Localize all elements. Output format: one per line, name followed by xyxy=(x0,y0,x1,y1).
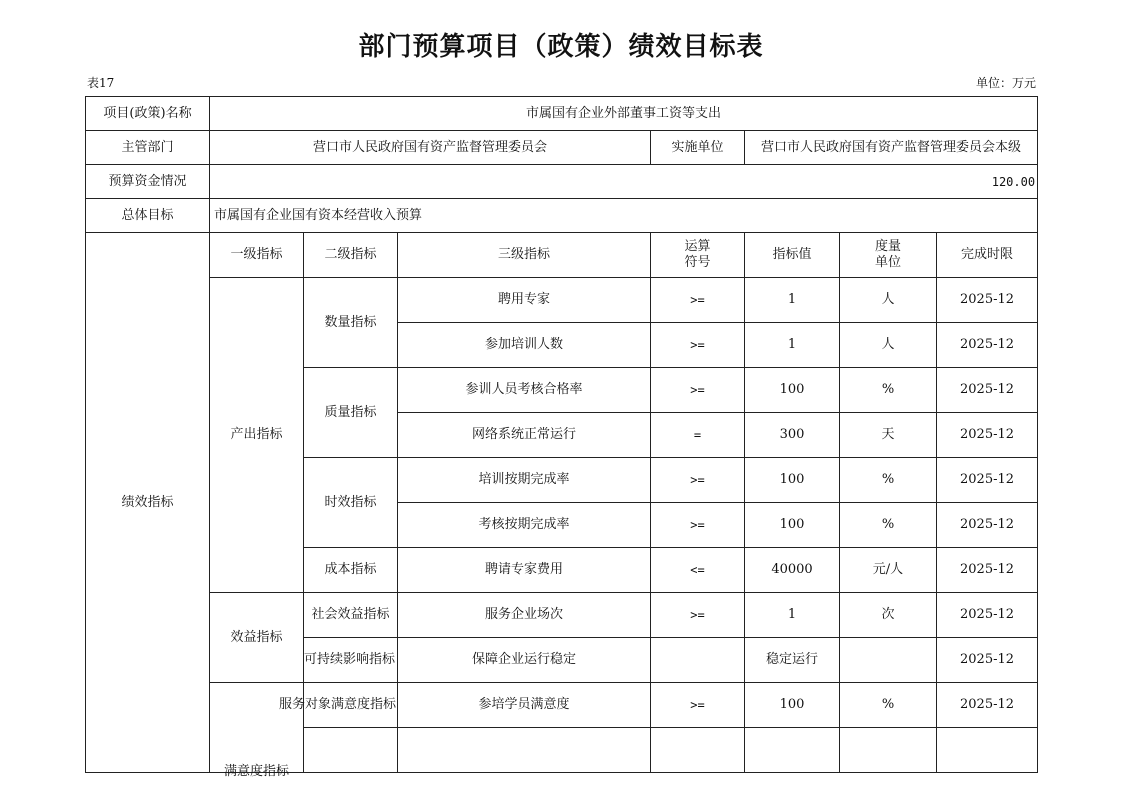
indicator-value: 100 xyxy=(745,683,840,728)
empty-cell xyxy=(304,728,398,773)
indicator-unit: % xyxy=(840,503,937,548)
indicator-operator: = xyxy=(651,413,745,458)
empty-cell xyxy=(937,728,1038,773)
level2-social: 社会效益指标 xyxy=(304,593,398,638)
table-row xyxy=(86,683,1038,728)
budget-row xyxy=(86,165,1038,199)
header-row xyxy=(86,233,1038,278)
implementer-value: 营口市人民政府国有资产监督管理委员会本级 xyxy=(745,131,1038,165)
table-number: 表17 xyxy=(87,76,115,90)
indicator-deadline: 2025-12 xyxy=(937,593,1038,638)
budget-label: 预算资金情况 xyxy=(86,165,210,199)
indicator-operator: >= xyxy=(651,503,745,548)
goal-label: 总体目标 xyxy=(86,199,210,233)
performance-table xyxy=(85,96,1038,779)
performance-table-container xyxy=(85,96,1037,779)
indicator-value: 1 xyxy=(745,593,840,638)
indicator-unit: % xyxy=(840,683,937,728)
project-row xyxy=(86,97,1038,131)
indicator-name: 聘用专家 xyxy=(398,278,651,323)
level2-timeliness: 时效指标 xyxy=(304,458,398,548)
table-row xyxy=(86,593,1038,638)
indicator-operator: >= xyxy=(651,368,745,413)
performance-indicator-label: 绩效指标 xyxy=(86,233,210,773)
project-value: 市属国有企业外部董事工资等支出 xyxy=(210,97,1038,131)
project-label: 项目(政策)名称 xyxy=(86,97,210,131)
indicator-name: 参训人员考核合格率 xyxy=(398,368,651,413)
header-operator: 运算 符号 xyxy=(651,233,745,278)
indicator-name: 培训按期完成率 xyxy=(398,458,651,503)
department-row xyxy=(86,131,1038,165)
indicator-unit: 次 xyxy=(840,593,937,638)
header-level3: 三级指标 xyxy=(398,233,651,278)
indicator-unit: 人 xyxy=(840,278,937,323)
department-label: 主管部门 xyxy=(86,131,210,165)
empty-cell xyxy=(651,728,745,773)
indicator-name: 参加培训人数 xyxy=(398,323,651,368)
indicator-name: 保障企业运行稳定 xyxy=(398,638,651,683)
level1-satisfaction-label: 满意度指标 xyxy=(223,764,289,779)
level2-quality: 质量指标 xyxy=(304,368,398,458)
header-value: 指标值 xyxy=(745,233,840,278)
indicator-name: 参培学员满意度 xyxy=(398,683,651,728)
header-unit: 度量 单位 xyxy=(840,233,937,278)
indicator-unit xyxy=(840,638,937,683)
level2-sustain: 可持续影响指标 xyxy=(304,638,398,683)
indicator-deadline: 2025-12 xyxy=(937,323,1038,368)
indicator-operator: >= xyxy=(651,683,745,728)
indicator-value: 100 xyxy=(745,458,840,503)
document-title: 部门预算项目（政策）绩效目标表 xyxy=(358,32,764,62)
indicator-operator xyxy=(651,638,745,683)
indicator-deadline: 2025-12 xyxy=(937,458,1038,503)
empty-cell xyxy=(840,728,937,773)
goal-row xyxy=(86,199,1038,233)
department-value: 营口市人民政府国有资产监督管理委员会 xyxy=(210,131,651,165)
indicator-operator: >= xyxy=(651,593,745,638)
header-level2: 二级指标 xyxy=(304,233,398,278)
indicator-operator: <= xyxy=(651,548,745,593)
indicator-name: 网络系统正常运行 xyxy=(398,413,651,458)
indicator-unit: 元/人 xyxy=(840,548,937,593)
indicator-value: 1 xyxy=(745,323,840,368)
level1-satisfaction xyxy=(210,683,304,779)
empty-cell xyxy=(398,728,651,773)
implementer-label: 实施单位 xyxy=(651,131,745,165)
indicator-deadline: 2025-12 xyxy=(937,548,1038,593)
indicator-operator: >= xyxy=(651,278,745,323)
indicator-name: 服务企业场次 xyxy=(398,593,651,638)
indicator-name: 考核按期完成率 xyxy=(398,503,651,548)
level2-cost: 成本指标 xyxy=(304,548,398,593)
indicator-name: 聘请专家费用 xyxy=(398,548,651,593)
indicator-value: 稳定运行 xyxy=(745,638,840,683)
indicator-deadline: 2025-12 xyxy=(937,683,1038,728)
indicator-value: 100 xyxy=(745,368,840,413)
indicator-operator: >= xyxy=(651,323,745,368)
indicator-operator: >= xyxy=(651,458,745,503)
header-deadline: 完成时限 xyxy=(937,233,1038,278)
indicator-unit: % xyxy=(840,458,937,503)
budget-value: 120.00 xyxy=(210,165,1038,199)
indicator-value: 100 xyxy=(745,503,840,548)
indicator-deadline: 2025-12 xyxy=(937,638,1038,683)
level1-output: 产出指标 xyxy=(210,278,304,593)
header-level1: 一级指标 xyxy=(210,233,304,278)
indicator-value: 300 xyxy=(745,413,840,458)
goal-value: 市属国有企业国有资本经营收入预算 xyxy=(210,199,1038,233)
indicator-value: 40000 xyxy=(745,548,840,593)
level1-benefit: 效益指标 xyxy=(210,593,304,683)
empty-cell xyxy=(745,728,840,773)
indicator-unit: 天 xyxy=(840,413,937,458)
indicator-value: 1 xyxy=(745,278,840,323)
indicator-deadline: 2025-12 xyxy=(937,413,1038,458)
level2-quantity: 数量指标 xyxy=(304,278,398,368)
table-row xyxy=(86,278,1038,323)
indicator-unit: % xyxy=(840,368,937,413)
indicator-deadline: 2025-12 xyxy=(937,503,1038,548)
indicator-unit: 人 xyxy=(840,323,937,368)
level2-service: 服务对象满意度指标 xyxy=(304,683,398,728)
indicator-deadline: 2025-12 xyxy=(937,368,1038,413)
indicator-deadline: 2025-12 xyxy=(937,278,1038,323)
unit-label: 单位：万元 xyxy=(975,76,1036,90)
